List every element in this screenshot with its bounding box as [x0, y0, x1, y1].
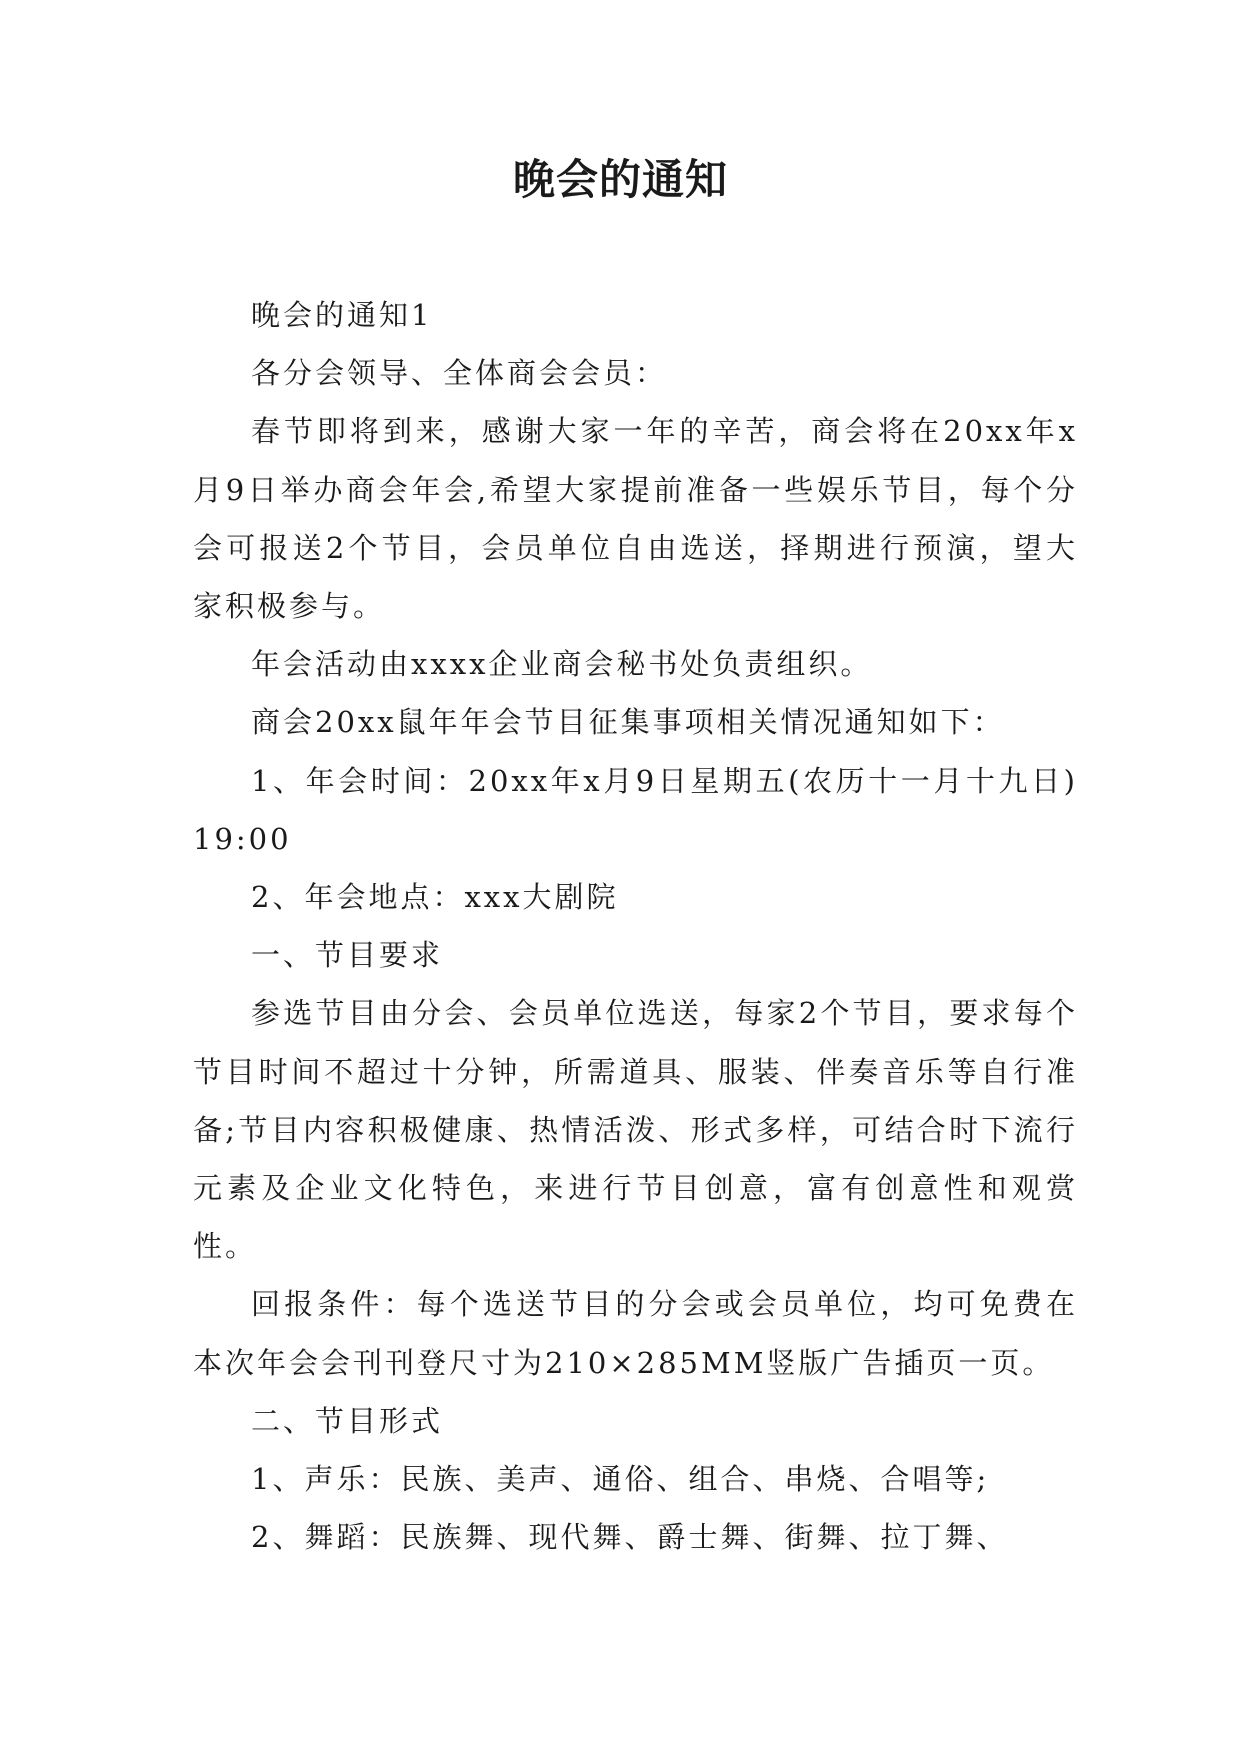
document-body [193, 286, 1078, 1566]
paragraph-time: 1、年会时间：20xx年x月9日星期五(农历十一月十九日)19:00 [193, 763, 1078, 856]
paragraph-organizer: 年会活动由xxxx企业商会秘书处负责组织。 [251, 647, 873, 682]
document-title: 晚会的通知 [512, 155, 728, 204]
paragraph-intro: 春节即将到来，感谢大家一年的辛苦，商会将在20xx年x月9日举办商会年会,希望大家提前准备一些娱乐节目，每个分会可报送2个节目，会员单位自由选送，择期进行预演，望大家积极参与。 [193, 414, 1078, 624]
paragraph-salutation: 各分会领导、全体商会会员： [251, 356, 668, 391]
paragraph-vocal: 1、声乐：民族、美声、通俗、组合、串烧、合唱等; [251, 1462, 990, 1497]
paragraph-notice-lead: 商会20xx鼠年年会节目征集事项相关情况通知如下： [251, 705, 1005, 740]
paragraph-requirements: 参选节目由分会、会员单位选送，每家2个节目，要求每个节目时间不超过十分钟，所需道具、服装、伴奏音乐等自行准备;节目内容积极健康、热情活泼、形式多样，可结合时下流行元素及企业文化特色，来进行节目创意，富有创意性和观赏性。 [193, 996, 1078, 1264]
section-heading-requirements: 一、节目要求 [251, 938, 444, 973]
paragraph-rewards: 回报条件：每个选送节目的分会或会员单位，均可免费在本次年会会刊刊登尺寸为210×285MM竖版广告插页一页。 [193, 1287, 1078, 1380]
paragraph-dance: 2、舞蹈：民族舞、现代舞、爵士舞、街舞、拉丁舞、 [251, 1520, 1009, 1555]
paragraph-subtitle: 晚会的通知1 [251, 298, 433, 332]
section-heading-forms: 二、节目形式 [251, 1403, 444, 1438]
paragraph-venue: 2、年会地点：xxx大剧院 [251, 880, 619, 915]
